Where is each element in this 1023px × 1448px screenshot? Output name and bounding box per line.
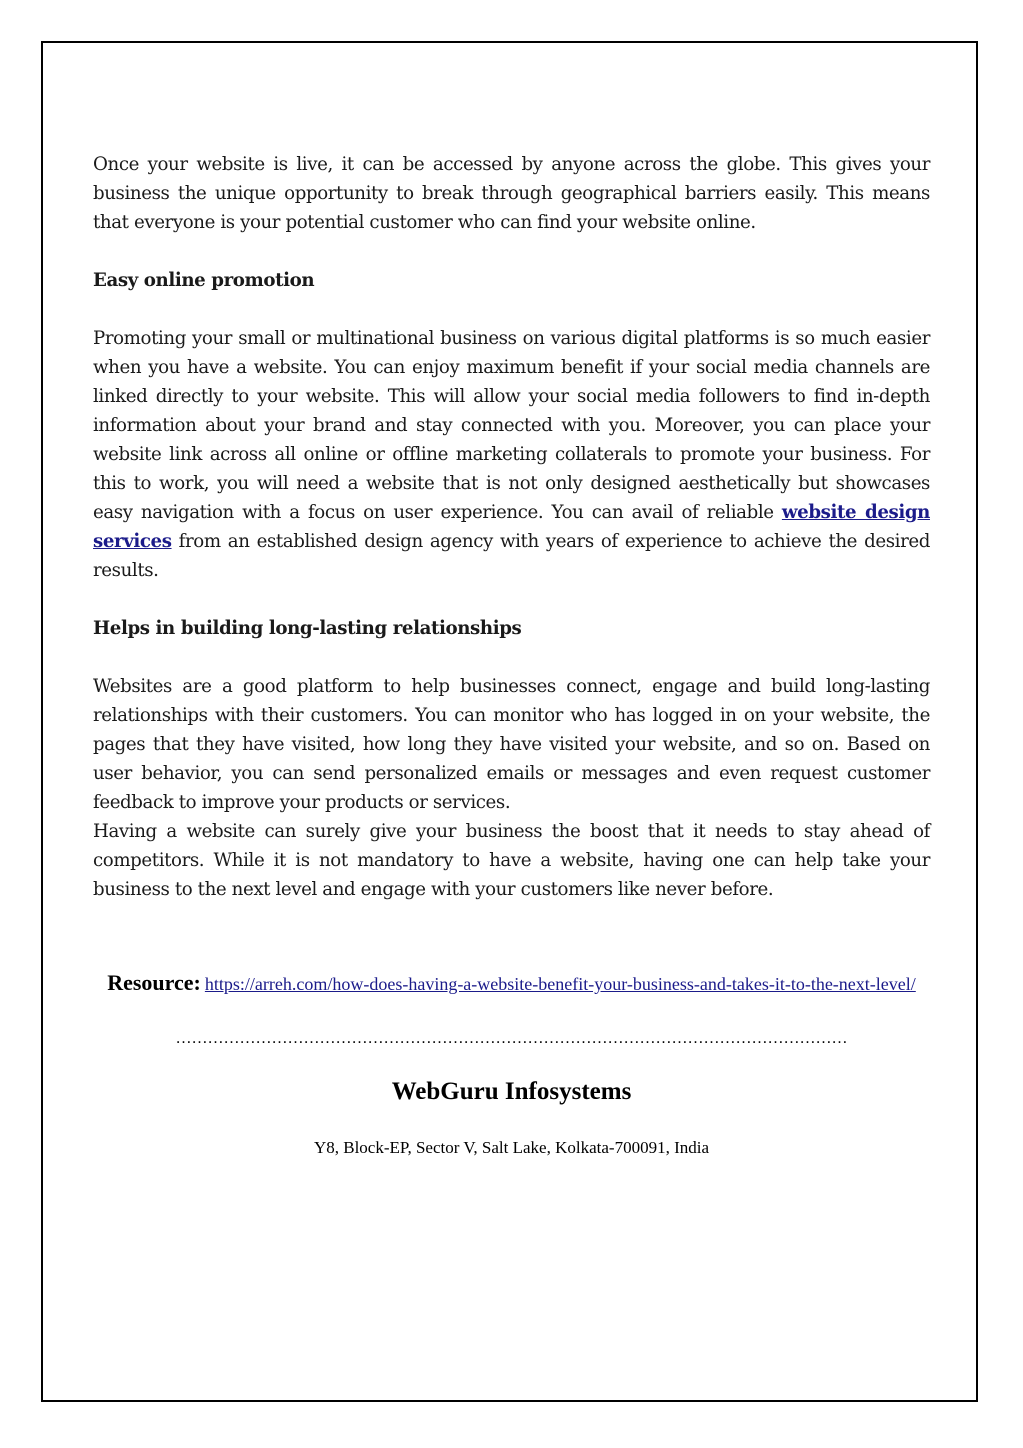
promotion-paragraph <box>93 324 930 585</box>
company-name: WebGuru Infosystems <box>391 1078 632 1105</box>
relationships-paragraph: Websites are a good platform to help businesses connect, engage and build long-lasting relationships with their customers. You can monitor who has logged in on your website, the pages that they have visited, how long they have visited your website, and so on. Based on user behavior, you can send personalized emails or messages and even request customer feedback to improve your products or services. <box>93 676 930 813</box>
website-design-services-link[interactable]: website design services <box>93 502 930 552</box>
promotion-text-after-link: from an established design agency with years of experience to achieve the desired results. <box>93 531 930 581</box>
resource-label: Resource: <box>107 970 201 995</box>
conclusion-paragraph: Having a website can surely give your business the boost that it needs to stay ahead of competitors. While it is not mandatory to have a website, having one can help take your business to the next level and engage with your customers like never before. <box>93 821 930 900</box>
resource-url-link[interactable]: https://arreh.com/how-does-having-a-website-benefit-your-business-and-takes-it-to-the-next-level/ <box>204 974 916 994</box>
promotion-text-before-link: Promoting your small or multinational business on various digital platforms is so much easier when you have a website. You can enjoy maximum benefit if your social media channels are linked directly to your website. This will allow your social media followers to find in-depth information about your brand and stay connected with you. Moreover, you can place your website link across all online or offline marketing collaterals to promote your business. For this to work, you will need a website that is not only designed aesthetically but showcases easy navigation with a focus on user experience. You can avail of reliable <box>93 328 930 523</box>
article-body <box>93 150 930 904</box>
heading-easy-online-promotion: Easy online promotion <box>93 270 315 291</box>
company-address: Y8, Block-EP, Sector V, Salt Lake, Kolkata-700091, India <box>313 1138 710 1157</box>
resource-line <box>93 968 930 1000</box>
dotted-separator: ……………………………………………………………………………………………………………… <box>175 1030 848 1047</box>
intro-paragraph: Once your website is live, it can be accessed by anyone across the globe. This gives your business the unique opportunity to break through geographical barriers easily. This means that everyone is your potential customer who can find your website online. <box>93 154 930 233</box>
heading-long-lasting-relationships: Helps in building long-lasting relationships <box>93 618 522 639</box>
